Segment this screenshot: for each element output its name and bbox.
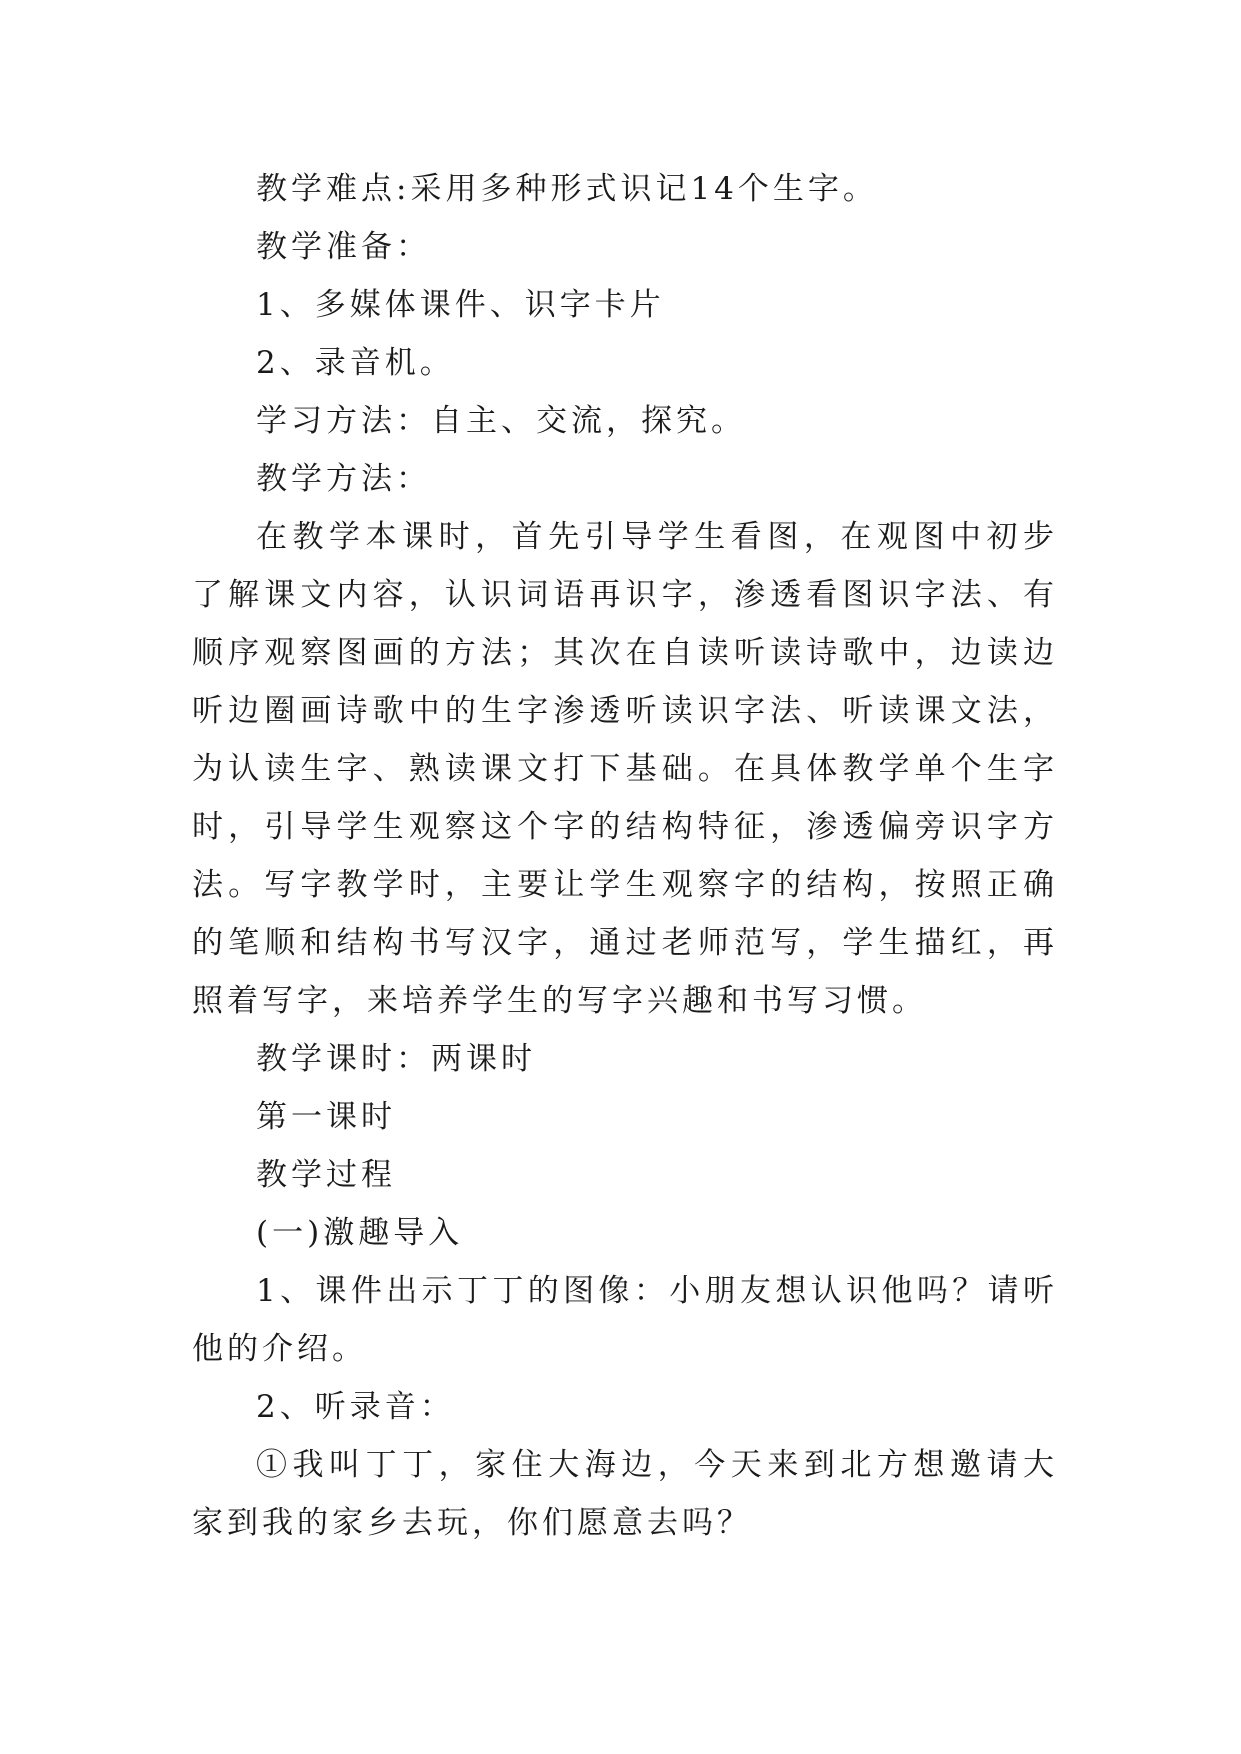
paragraph-prep-item-2: 2、录音机。 (256, 345, 455, 381)
paragraph-section-intro: (一)激趣导入 (256, 1215, 464, 1251)
paragraph-recording-text: ①我叫丁丁，家住大海边，今天来到北方想邀请大家到我的家乡去玩，你们愿意去吗？ (192, 1447, 1058, 1541)
paragraph-teaching-preparation: 教学准备： (256, 229, 431, 265)
paragraph-teaching-method-heading: 教学方法： (256, 461, 431, 497)
paragraph-teaching-method-body: 在教学本课时，首先引导学生看图，在观图中初步了解课文内容，认识词语再识字，渗透看图识字法、有顺序观察图画的方法；其次在自读听读诗歌中，边读边听边圈画诗歌中的生字渗透听读识字法、听读课文法，为认读生字、熟读课文打下基础。在具体教学单个生字时，引导学生观察这个字的结构特征，渗透偏旁识字方法。写字教学时，主要让学生观察字的结构，按照正确的笔顺和结构书写汉字，通过老师范写，学生描红，再照着写字，来培养学生的写字兴趣和书写习惯。 (192, 519, 1058, 1019)
paragraph-teaching-process: 教学过程 (256, 1157, 396, 1193)
paragraph-first-lesson: 第一课时 (256, 1099, 396, 1135)
paragraph-prep-item-1: 1、多媒体课件、识字卡片 (256, 287, 665, 323)
paragraph-step-2: 2、听录音： (256, 1389, 455, 1425)
paragraph-teaching-difficulty: 教学难点:采用多种形式识记14个生字。 (256, 171, 878, 207)
paragraph-learning-method: 学习方法：自主、交流，探究。 (256, 403, 746, 439)
paragraph-class-hours: 教学课时：两课时 (256, 1041, 536, 1077)
paragraph-step-1: 1、课件出示丁丁的图像：小朋友想认识他吗？请听他的介绍。 (192, 1273, 1058, 1367)
document-body (192, 160, 1058, 1552)
